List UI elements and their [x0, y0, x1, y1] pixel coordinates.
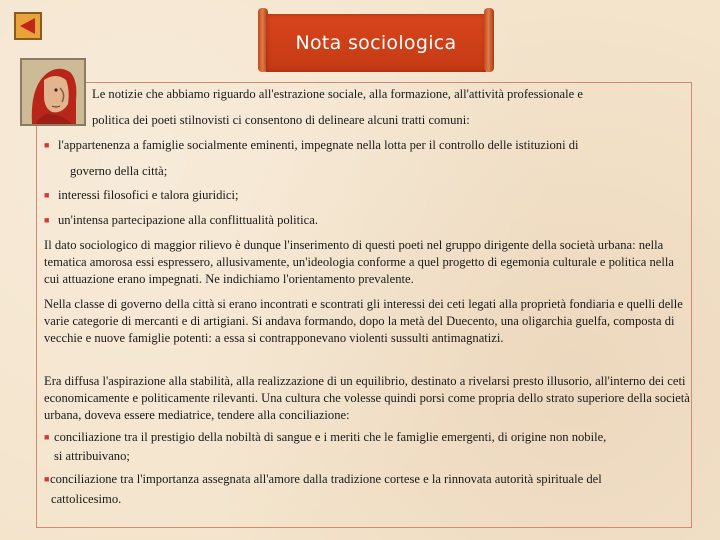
paragraph-3: Era diffusa l'aspirazione alla stabilità, alla realizzazione di un equilibrio, destinato a rivelarsi presto illusorio, all'interno dei ceti economicamente e politicamente rilevanti. Una cultura che volesse quindi porsi come propria dello strato superiore della società urbana, doveva essere mediatrice, tendere alla conciliazione:	[44, 374, 690, 422]
list-item: ■ l'appartenenza a famiglie socialmente eminenti, impegnate nella lotta per il controllo delle istituzioni di	[44, 138, 579, 152]
list-item-continuation: governo della città;	[70, 164, 168, 178]
list-item: ■ interessi filosofici e talora giuridici;	[44, 188, 239, 202]
left-arrow-icon	[18, 16, 38, 36]
portrait	[20, 58, 86, 126]
bullet-icon: ■	[44, 140, 50, 150]
back-button[interactable]	[14, 12, 42, 40]
intro-line-2: politica dei poeti stilnovisti ci consentono di delineare alcuni tratti comuni:	[92, 113, 470, 127]
bullet-icon: ■	[44, 474, 50, 484]
intro-line-1: Le notizie che abbiamo riguardo all'estrazione sociale, alla formazione, all'attività professionale e	[92, 87, 583, 101]
paragraph-2: Nella classe di governo della città si erano incontrati e scontrati gli interessi dei ceti legati alla proprietà fondiaria e quelli delle varie categorie di mercanti e di artigiani. Si andava formando, dopo la metà del Duecento, una oligarchia guelfa, composta di vecchie e nuove famiglie potenti: a essa si contrapponevano violenti sussulti antimagnatizi.	[44, 297, 683, 345]
bullet-icon: ■	[44, 215, 50, 225]
scroll-rod-right	[484, 8, 494, 72]
list-item: ■ conciliazione tra il prestigio della nobiltà di sangue e i meriti che le famiglie emergenti, di origine non nobile,	[44, 430, 607, 444]
paragraph-1: Il dato sociologico di maggior rilievo è dunque l'inserimento di questi poeti nel gruppo dirigente della società urbana: nella tematica amorosa essi espressero, allusivamente, un'ideologia conforme a quel progetto di egemonia culturale e politica nella cui attuazione erano impegnati. Ne indichiamo l'orientamento prevalente.	[44, 238, 674, 286]
list-item: ■conciliazione tra l'importanza assegnata all'amore dalla tradizione cortese e la rinnovata autorità spirituale del	[44, 472, 602, 486]
list-item-continuation: si attribuivano;	[54, 449, 130, 463]
title-banner	[258, 8, 494, 72]
bullet-icon: ■	[44, 432, 50, 442]
list-item-continuation: cattolicesimo.	[51, 492, 122, 506]
title-banner-body	[266, 14, 486, 72]
portrait-icon	[22, 60, 84, 124]
page-title: Nota sociologica	[295, 32, 457, 54]
bullet-icon: ■	[44, 190, 50, 200]
list-item: ■ un'intensa partecipazione alla conflittualità politica.	[44, 213, 318, 227]
